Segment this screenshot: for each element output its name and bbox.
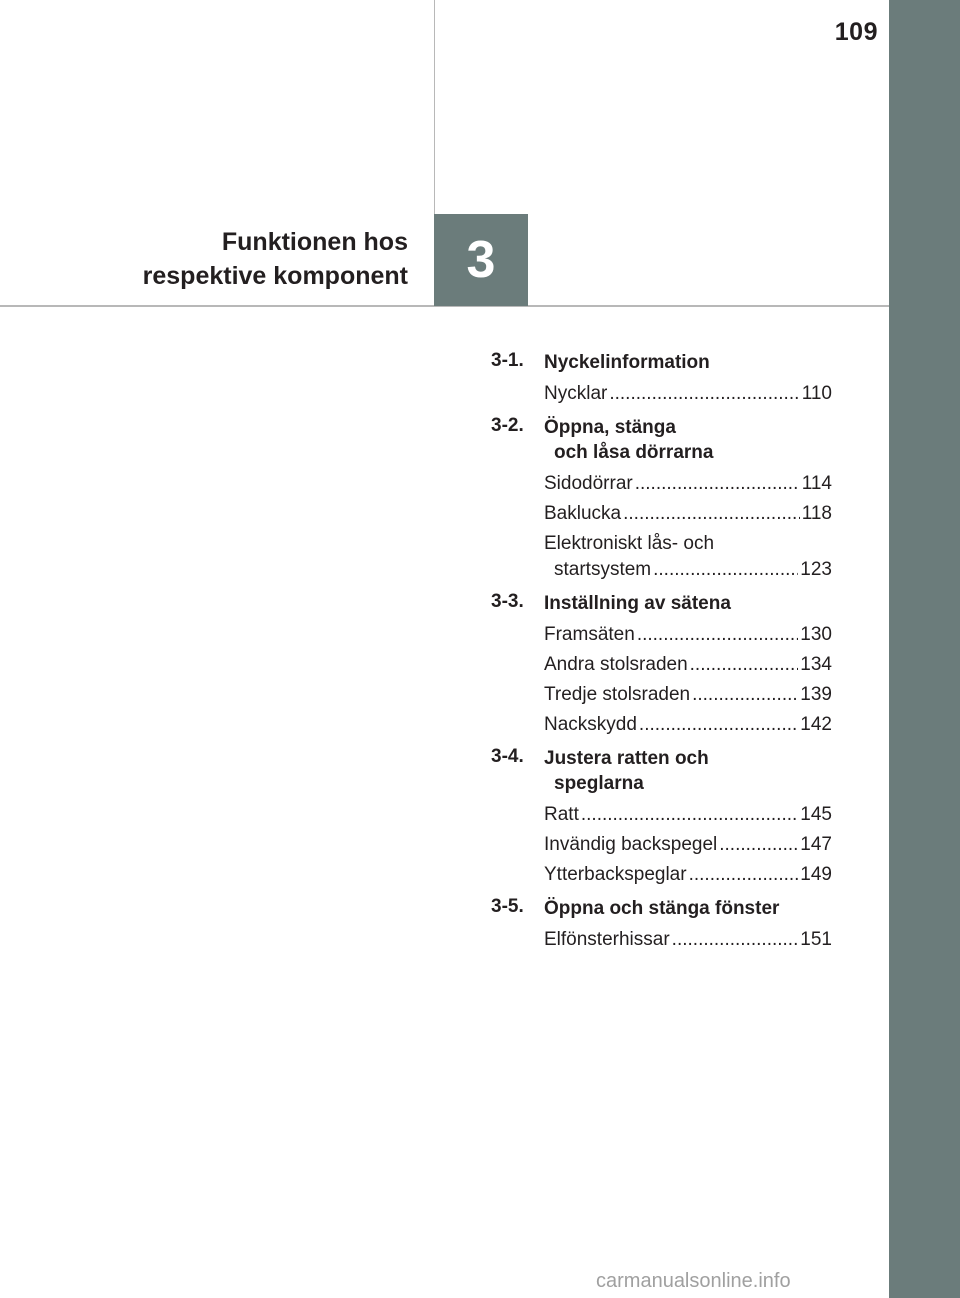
toc-section bbox=[491, 896, 832, 953]
toc-entry[interactable] bbox=[544, 622, 832, 648]
leader-dots bbox=[672, 927, 799, 953]
entry-text: Andra stolsraden bbox=[544, 654, 688, 675]
leader-dots bbox=[653, 557, 798, 583]
entry-text: Nackskydd bbox=[544, 714, 637, 735]
entry-page: 134 bbox=[800, 654, 832, 675]
leader-dots bbox=[719, 832, 798, 858]
section-number: 3-2. bbox=[491, 415, 524, 436]
entry-page: 118 bbox=[801, 503, 832, 524]
entry-page: 139 bbox=[800, 684, 832, 705]
chapter-title bbox=[60, 225, 408, 293]
section-title-line1: Öppna, stänga bbox=[544, 417, 676, 438]
toc-entry[interactable] bbox=[544, 501, 832, 527]
chapter-title-line2: respektive komponent bbox=[142, 262, 408, 290]
section-number: 3-3. bbox=[491, 591, 524, 612]
toc-entry[interactable] bbox=[544, 652, 832, 678]
entry-text: Baklucka bbox=[544, 503, 622, 524]
entry-page: 149 bbox=[800, 864, 832, 885]
entry-page: 114 bbox=[801, 473, 832, 494]
toc-section bbox=[491, 350, 832, 407]
entry-text: Elfönsterhissar bbox=[544, 929, 670, 950]
toc-section bbox=[491, 746, 832, 888]
toc-entry[interactable] bbox=[544, 531, 832, 583]
toc-entry[interactable] bbox=[544, 862, 832, 888]
section-title bbox=[544, 415, 832, 465]
leader-dots bbox=[635, 471, 800, 497]
toc-entry[interactable] bbox=[544, 381, 832, 407]
entry-text: Sidodörrar bbox=[544, 473, 633, 494]
leader-dots bbox=[623, 501, 800, 527]
section-title: Nyckelinformation bbox=[544, 352, 710, 373]
watermark: carmanualsonline.info bbox=[596, 1270, 791, 1292]
section-title-line2: och låsa dörrarna bbox=[554, 442, 714, 463]
entry-page: 130 bbox=[800, 624, 832, 645]
toc-entry[interactable] bbox=[544, 471, 832, 497]
entry-text-line2: startsystem bbox=[554, 559, 652, 580]
entry-page: 142 bbox=[800, 714, 832, 735]
toc-entry[interactable] bbox=[544, 682, 832, 708]
entry-text: Nycklar bbox=[544, 383, 608, 404]
entry-text: Ytterbackspeglar bbox=[544, 864, 687, 885]
section-number: 3-1. bbox=[491, 350, 524, 371]
entry-text-line1: Elektroniskt lås- och bbox=[544, 533, 715, 554]
leader-dots bbox=[690, 652, 799, 678]
entry-page: 110 bbox=[801, 383, 832, 404]
entry-page: 151 bbox=[800, 929, 832, 950]
leader-dots bbox=[689, 862, 799, 888]
entry-text: Invändig backspegel bbox=[544, 834, 718, 855]
leader-dots bbox=[639, 712, 798, 738]
chapter-number: 3 bbox=[434, 214, 528, 306]
table-of-contents bbox=[491, 350, 832, 953]
divider-vertical bbox=[434, 0, 435, 214]
section-number: 3-5. bbox=[491, 896, 524, 917]
leader-dots bbox=[581, 802, 798, 828]
toc-section bbox=[491, 591, 832, 738]
leader-dots bbox=[609, 381, 799, 407]
section-number: 3-4. bbox=[491, 746, 524, 767]
entry-page: 123 bbox=[800, 559, 832, 580]
toc-section bbox=[491, 415, 832, 583]
section-title-line1: Justera ratten och bbox=[544, 748, 709, 769]
chapter-title-line1: Funktionen hos bbox=[221, 228, 408, 256]
section-title bbox=[544, 746, 832, 796]
entry-page: 145 bbox=[800, 804, 832, 825]
toc-entry[interactable] bbox=[544, 927, 832, 953]
leader-dots bbox=[692, 682, 798, 708]
entry-text: Framsäten bbox=[544, 624, 635, 645]
toc-entry[interactable] bbox=[544, 712, 832, 738]
section-title: Inställning av sätena bbox=[544, 593, 731, 614]
section-title: Öppna och stänga fönster bbox=[544, 898, 780, 919]
entry-page: 147 bbox=[800, 834, 832, 855]
entry-text: Ratt bbox=[544, 804, 579, 825]
leader-dots bbox=[637, 622, 798, 648]
toc-entry[interactable] bbox=[544, 832, 832, 858]
toc-entry[interactable] bbox=[544, 802, 832, 828]
section-title-line2: speglarna bbox=[554, 773, 644, 794]
page-number: 109 bbox=[834, 18, 878, 46]
entry-text: Tredje stolsraden bbox=[544, 684, 691, 705]
chapter-side-tab bbox=[889, 0, 960, 1298]
